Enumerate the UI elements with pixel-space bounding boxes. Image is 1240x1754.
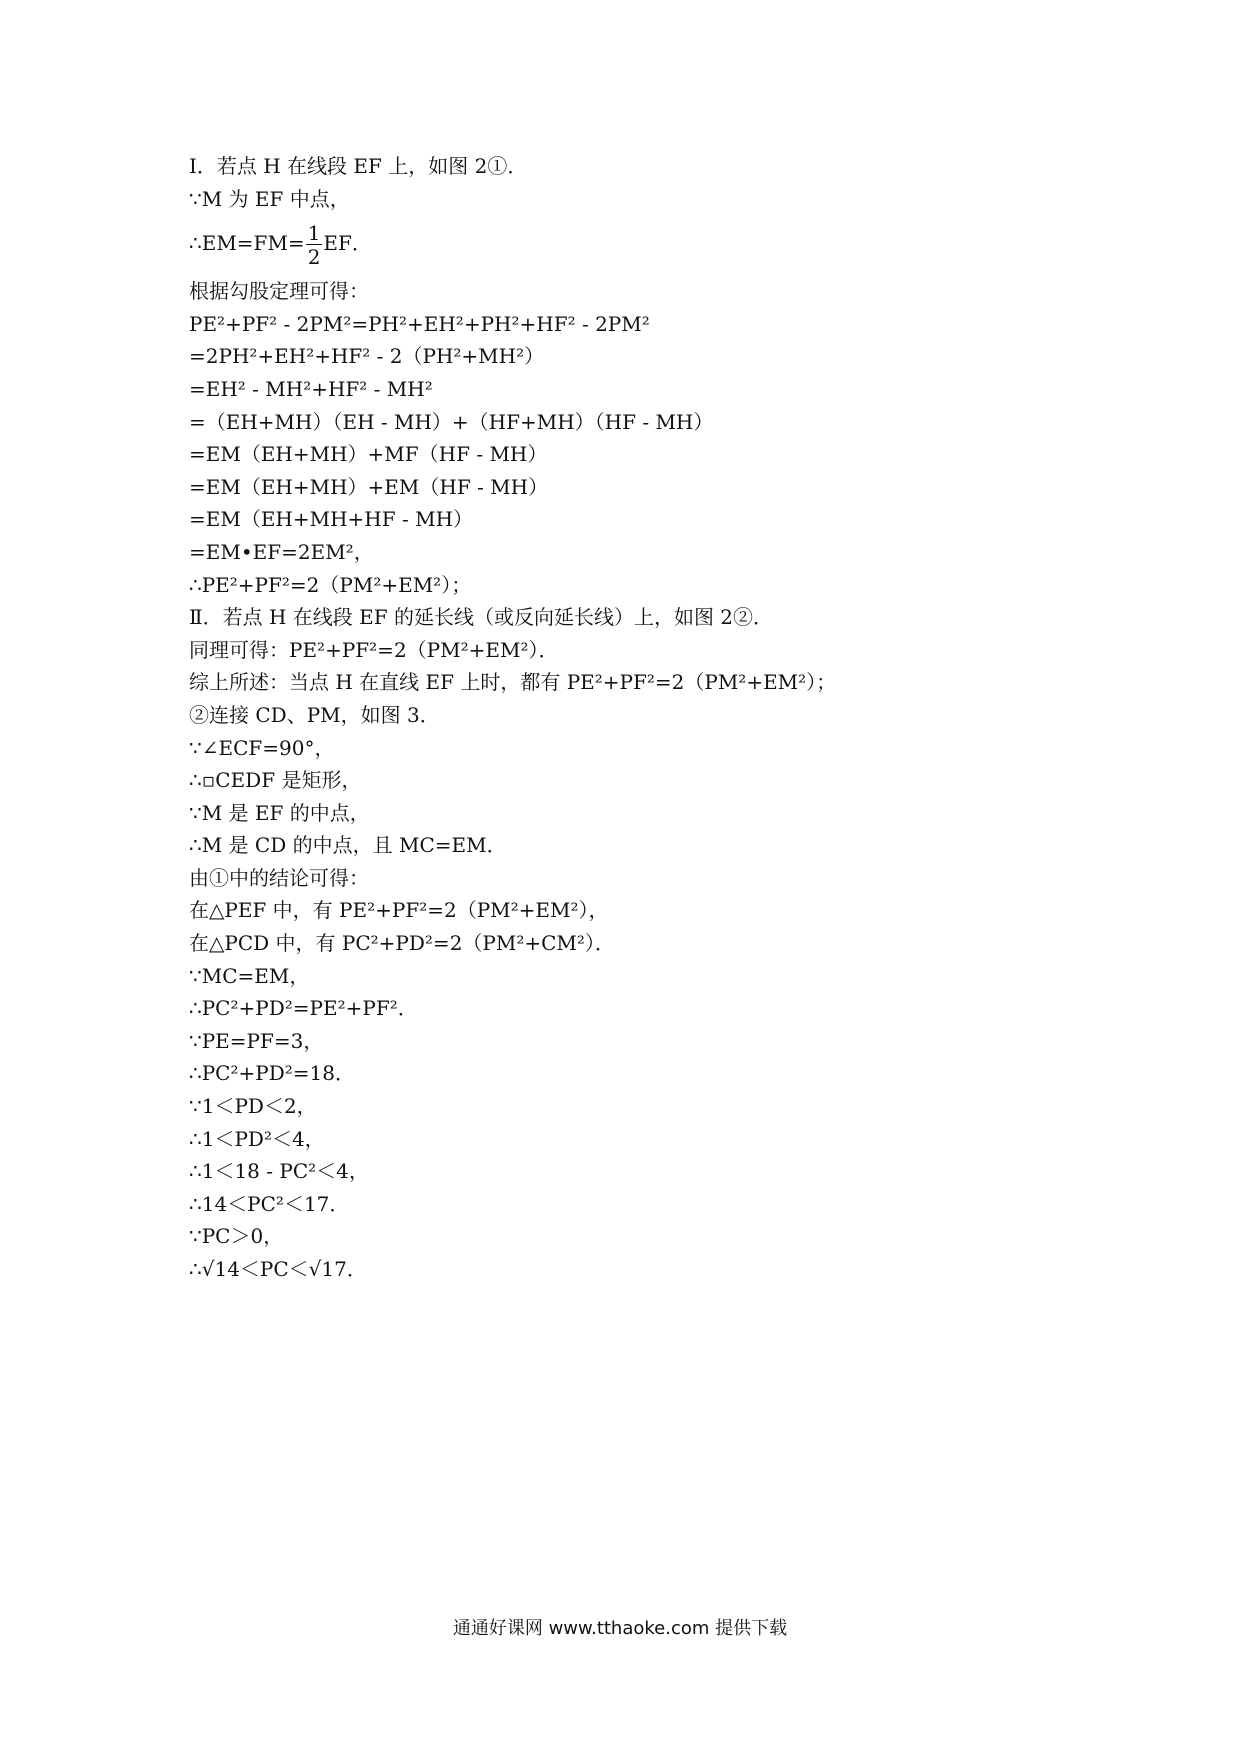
- text-line: =EH² - MH²+HF² - MH²: [189, 376, 433, 401]
- text-line: ∴▫CEDF 是矩形，: [189, 768, 362, 793]
- fraction-suffix: EF．: [323, 231, 372, 256]
- text-line: ∴M 是 CD 的中点，且 MC=EM．: [189, 833, 507, 858]
- text-line: ∴1＜PD²＜4，: [189, 1126, 325, 1151]
- text-line: 综上所述：当点 H 在直线 EF 上时，都有 PE²+PF²=2（PM²+EM²）；: [189, 670, 837, 695]
- text-line: =2PH²+EH²+HF² - 2（PH²+MH²）: [189, 344, 545, 369]
- text-line: ∵∠ECF=90°，: [189, 735, 335, 760]
- fraction-denominator: 2: [307, 244, 321, 269]
- text-line: ∴1＜18 - PC²＜4，: [189, 1159, 369, 1184]
- text-line: ∴PC²+PD²=PE²+PF²．: [189, 996, 418, 1021]
- fraction-line: [189, 217, 1089, 269]
- fraction-prefix: ∴EM=FM=: [189, 231, 305, 256]
- text-line: =EM（EH+MH）+MF（HF - MH）: [189, 442, 548, 467]
- text-line: ∵M 为 EF 中点，: [189, 186, 350, 211]
- page-footer: 通通好课网 www.tthaoke.com 提供下载: [452, 1618, 788, 1639]
- text-line: ∴PC²+PD²=18．: [189, 1061, 355, 1086]
- text-line: ∵PC＞0，: [189, 1224, 284, 1249]
- text-line: 由①中的结论可得：: [189, 865, 369, 890]
- text-line: ②连接 CD、PM，如图 3．: [189, 702, 440, 727]
- text-line: Ⅰ．若点 H 在线段 EF 上，如图 2①．: [189, 154, 528, 178]
- text-line: 在△PCD 中，有 PC²+PD²=2（PM²+CM²）．: [189, 931, 615, 956]
- text-line: 同理可得：PE²+PF²=2（PM²+EM²）．: [189, 637, 559, 662]
- text-line: ∴14＜PC²＜17．: [189, 1191, 350, 1216]
- text-line: =EM•EF=2EM²，: [189, 539, 374, 564]
- fraction-one-half: [306, 220, 323, 269]
- text-line: ∵M 是 EF 的中点，: [189, 800, 370, 825]
- text-line: ∵PE=PF=3，: [189, 1028, 324, 1053]
- text-line: ∴PE²+PF²=2（PM²+EM²）；: [189, 572, 472, 597]
- text-line: PE²+PF² - 2PM²=PH²+EH²+PH²+HF² - 2PM²: [189, 311, 650, 336]
- solution-text: [189, 150, 1089, 1286]
- text-line: ∵1＜PD＜2，: [189, 1094, 317, 1119]
- text-line: 根据勾股定理可得：: [189, 279, 369, 304]
- text-line: =（EH+MH）（EH - MH）+（HF+MH）（HF - MH）: [189, 409, 714, 434]
- text-line: ∴√14＜PC＜√17．: [189, 1257, 367, 1281]
- text-line: =EM（EH+MH+HF - MH）: [189, 507, 474, 532]
- text-line: 在△PEF 中，有 PE²+PF²=2（PM²+EM²），: [189, 898, 609, 923]
- text-line: Ⅱ．若点 H 在线段 EF 的延长线（或反向延长线）上，如图 2②．: [189, 605, 774, 630]
- text-line: ∵MC=EM，: [189, 963, 310, 988]
- text-line: =EM（EH+MH）+EM（HF - MH）: [189, 474, 549, 499]
- fraction-numerator: 1: [307, 220, 321, 245]
